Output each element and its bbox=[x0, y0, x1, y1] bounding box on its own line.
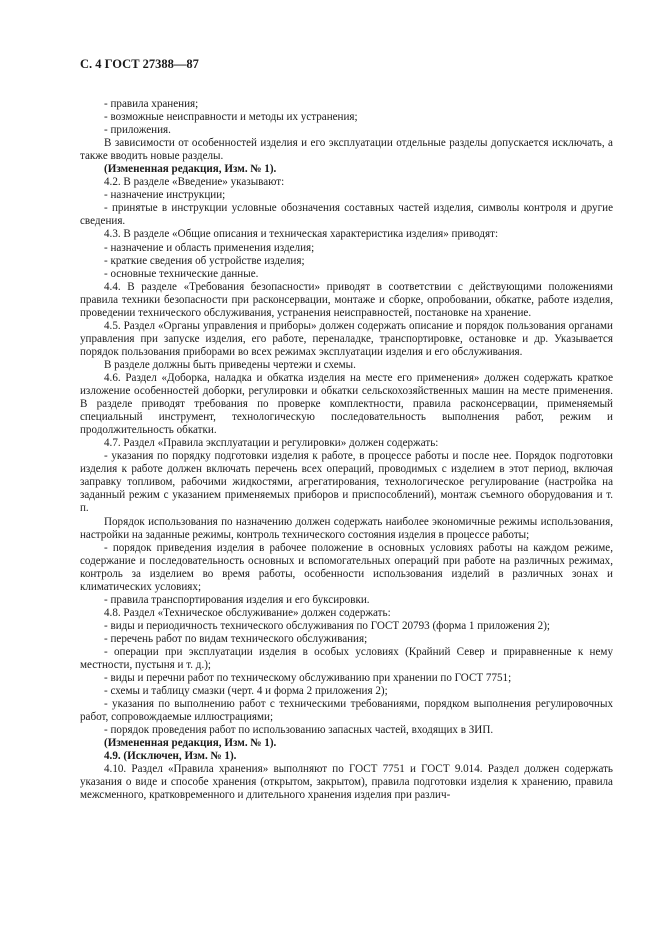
list-item: - виды и периодичность технического обслуживания по ГОСТ 20793 (форма 1 приложения 2); bbox=[104, 619, 550, 632]
paragraph: В зависимости от особенностей изделия и его эксплуатации отдельные разделы допускается исключать, а также вводить новые разделы. bbox=[80, 137, 613, 163]
list-item: - принятые в инструкции условные обозначения составных частей изделия, символы контроля и другие сведения. bbox=[80, 202, 613, 228]
section-4-2: 4.2. В разделе «Введение» указывают: bbox=[104, 176, 285, 189]
list-item: - назначение и область применения изделия; bbox=[104, 241, 315, 254]
section-4-4: 4.4. В разделе «Требования безопасности» приводят в соответствии с действующими положениями правила техники безопасности при расконсервации, монтаже и сборке, опробовании, обкатке, работе изделия, проведении технического обслуживания, устранения неисправностей, постановке на хранение. bbox=[80, 280, 613, 319]
page-header: С. 4 ГОСТ 27388—87 bbox=[80, 57, 199, 71]
list-item: - перечень работ по видам технического обслуживания; bbox=[104, 632, 368, 645]
section-4-7: 4.7. Раздел «Правила эксплуатации и регулировки» должен содержать: bbox=[104, 437, 439, 450]
section-4-3: 4.3. В разделе «Общие описания и техническая характеристика изделия» приводят: bbox=[104, 228, 499, 241]
list-item: - порядок проведения работ по использованию запасных частей, входящих в ЗИП. bbox=[104, 724, 494, 737]
amendment-note: (Измененная редакция, Изм. № 1). bbox=[104, 163, 277, 176]
list-item: - приложения. bbox=[104, 124, 171, 137]
section-4-6: 4.6. Раздел «Доборка, наладка и обкатка изделия на месте его применения» должен содержать краткое изложение особенностей доборки, регулировки и обкатки сельскохозяйственных машин на месте применения. В разделе приводят требования по проверке комплектности, правила расконсервации, применяемый специальный инструмент, технологическую последовательность выполнения работ, режим и продолжительность обкатки. bbox=[80, 371, 613, 437]
list-item: - возможные неисправности и методы их устранения; bbox=[104, 111, 358, 124]
section-4-9-excluded: 4.9. (Исключен, Изм. № 1). bbox=[104, 750, 237, 763]
section-4-5: 4.5. Раздел «Органы управления и приборы» должен содержать описание и порядок пользования органами управления при запуске изделия, его работе, переналадке, транспортировке, остановке и др. Указывается порядок пользования приборами во всех режимах эксплуатации изделия и его обслуживания. bbox=[80, 319, 613, 358]
list-item: - правила хранения; bbox=[104, 98, 199, 110]
list-item: - краткие сведения об устройстве изделия; bbox=[104, 254, 305, 267]
list-item: - назначение инструкции; bbox=[104, 189, 226, 202]
amendment-note: (Измененная редакция, Изм. № 1). bbox=[104, 737, 277, 750]
list-item: - виды и перечни работ по техническому обслуживанию при хранении по ГОСТ 7751; bbox=[104, 672, 512, 685]
list-item: - указания по порядку подготовки изделия к работе, в процессе работы и после нее. Порядок подготовки изделия к работе должен включать перечень всех операций, проводимых с изделием в этот период, включая заправку топливом, рабочими жидкостями, агрегатирования, технологическое регулирование (настройка на заданный режим с указанием применяемых приборов и приспособлений), монтаж съемного оборудования и т. п. bbox=[80, 450, 613, 515]
list-item: - схемы и таблицу смазки (черт. 4 и форма 2 приложения 2); bbox=[104, 685, 388, 698]
list-item: - основные технические данные. bbox=[104, 267, 259, 280]
list-item: - правила транспортирования изделия и его буксировки. bbox=[104, 593, 370, 606]
list-item: - порядок приведения изделия в рабочее положение в основных условиях работы на каждом режиме, содержание и последовательность основных и вспомогательных операций при работе на различных режимах, контроль за изделием во время работы, особенности использования изделий в различных зонах и климатических условиях; bbox=[80, 541, 613, 593]
section-4-8: 4.8. Раздел «Техническое обслуживание» должен содержать: bbox=[104, 606, 391, 619]
list-item: - операции при эксплуатации изделия в особых условиях (Крайний Север и приравненные к нему местности, пустыня и т. д.); bbox=[80, 645, 613, 672]
list-item: - указания по выполнению работ с техническими требованиями, порядком выполнения регулировочных работ, сопровождаемые иллюстрациями; bbox=[80, 698, 613, 724]
paragraph: Порядок использования по назначению должен содержать наиболее экономичные режимы использования, настройки на заданные режимы, контроль технического состояния изделия в процессе работы; bbox=[80, 515, 613, 541]
section-4-10: 4.10. Раздел «Правила хранения» выполняют по ГОСТ 7751 и ГОСТ 9.014. Раздел должен содержать указания о виде и способе хранения (открытом, закрытом), правила подготовки изделия к хранению, правила межсменного, кратковременного и длительного хранения изделия при различ- bbox=[80, 763, 613, 802]
paragraph: В разделе должны быть приведены чертежи и схемы. bbox=[104, 358, 356, 371]
